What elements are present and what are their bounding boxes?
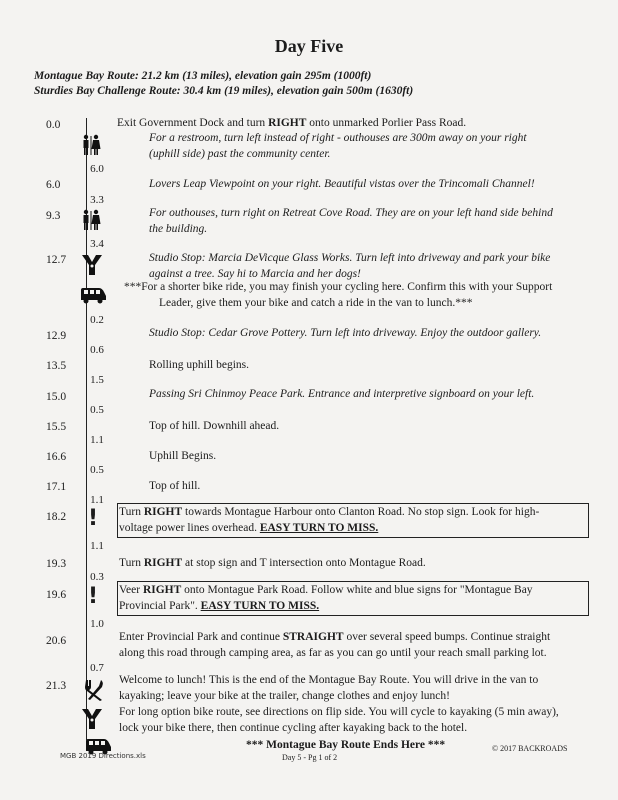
segment-distance: 0.3: [90, 571, 104, 583]
cumulative-distance: 19.3: [46, 558, 67, 570]
direction-text-part: over several speed bumps. Continue straight: [343, 631, 551, 643]
direction-text: [119, 554, 426, 572]
direction-text-part: voltage power lines overhead.: [119, 522, 260, 534]
direction-emphasis: RIGHT: [143, 557, 183, 569]
direction-text-part: Exit Government Dock and turn: [117, 117, 269, 129]
direction-text: Passing Sri Chinmoy Peace Park. Entrance and interpretive signboard on your left.: [149, 388, 535, 400]
fork-knife-icon: [82, 678, 106, 702]
cumulative-distance: 12.7: [46, 254, 67, 266]
segment-distance: 1.1: [90, 540, 104, 552]
exclamation-icon: !: [88, 584, 99, 609]
direction-text: the building.: [149, 223, 208, 235]
route-end-banner: *** Montague Bay Route Ends Here ***: [246, 739, 446, 751]
direction-text-part: onto Montague Park Road. Follow white and blue signs for "Montague Bay: [181, 584, 533, 596]
direction-text: Uphill Begins.: [149, 450, 217, 462]
direction-text: Welcome to lunch! This is the end of the Montague Bay Route. You will drive in the van to: [119, 674, 539, 686]
direction-text: Top of hill.: [149, 480, 201, 492]
restroom-icon: [80, 209, 102, 231]
direction-note: (uphill side) past the community center.: [149, 148, 331, 160]
direction-text: lock your bike there, then continue cycling after kayaking back to the hotel.: [119, 722, 468, 734]
source-filename: MGB 2019 Directions.xls: [60, 752, 146, 760]
short-ride-note: ***For a shorter bike ride, you may finish your cycling here. Confirm this with your Support: [124, 281, 553, 293]
page-number: Day 5 - Pg 1 of 2: [282, 753, 338, 762]
segment-distance: 1.5: [90, 374, 104, 386]
cumulative-distance: 0.0: [46, 119, 61, 131]
cumulative-distance: 13.5: [46, 360, 67, 372]
direction-text-part: Enter Provincial Park and continue: [119, 631, 283, 643]
direction-emphasis: RIGHT: [142, 584, 182, 596]
segment-distance: 1.0: [90, 618, 104, 630]
segment-distance: 3.4: [90, 238, 104, 250]
restroom-icon: [80, 134, 102, 156]
route-summary-montague: Montague Bay Route: 21.2 km (13 miles), elevation gain 295m (1000ft): [34, 70, 372, 82]
segment-distance: 0.7: [90, 662, 104, 674]
studio-stop-icon: [80, 253, 104, 277]
studio-stop-icon: [80, 707, 104, 731]
cumulative-distance: 15.0: [46, 391, 67, 403]
direction-emphasis: RIGHT: [268, 117, 307, 129]
cumulative-distance: 9.3: [46, 210, 61, 222]
segment-distance: 0.5: [90, 464, 104, 476]
copyright: © 2017 BACKROADS: [492, 744, 568, 753]
direction-text: Studio Stop: Cedar Grove Pottery. Turn left into driveway. Enjoy the outdoor gallery.: [149, 327, 542, 339]
direction-emphasis: RIGHT: [143, 506, 183, 518]
cumulative-distance: 18.2: [46, 511, 67, 523]
cumulative-distance: 21.3: [46, 680, 67, 692]
direction-text-part: onto unmarked Porlier Pass Road.: [306, 117, 467, 129]
direction-text-part: at stop sign and T intersection onto Montague Road.: [182, 557, 426, 569]
easy-to-miss-warning: EASY TURN TO MISS.: [259, 522, 379, 534]
direction-text: kayaking; leave your bike at the trailer, change clothes and enjoy lunch!: [119, 690, 450, 702]
page-title: Day Five: [274, 36, 344, 56]
direction-emphasis: STRAIGHT: [282, 631, 344, 643]
direction-text-part: Turn: [119, 557, 144, 569]
direction-text: [119, 597, 319, 615]
direction-text-part: Veer: [119, 584, 143, 596]
cumulative-distance: 6.0: [46, 179, 61, 191]
exclamation-icon: !: [88, 506, 99, 531]
segment-distance: 0.2: [90, 314, 104, 326]
segment-distance: 1.1: [90, 434, 104, 446]
direction-text: [119, 519, 378, 537]
direction-text: For long option bike route, see directions on flip side. You will cycle to kayaking (5 min away),: [119, 706, 559, 718]
direction-text: Lovers Leap Viewpoint on your right. Beautiful vistas over the Trincomali Channel!: [149, 178, 535, 190]
cumulative-distance: 19.6: [46, 589, 67, 601]
direction-text: Studio Stop: Marcia DeVicque Glass Works. Turn left into driveway and park your bike: [149, 252, 551, 264]
cumulative-distance: 12.9: [46, 330, 67, 342]
segment-distance: 3.3: [90, 194, 104, 206]
segment-distance: 6.0: [90, 163, 104, 175]
segment-distance: 0.6: [90, 344, 104, 356]
segment-distance: 1.1: [90, 494, 104, 506]
direction-text: along this road through camping area, as far as you can go until your reach small parking lot.: [119, 647, 547, 659]
short-ride-note: Leader, give them your bike and catch a ride in the van to lunch.***: [159, 297, 473, 309]
direction-text: For outhouses, turn right on Retreat Cove Road. They are on your left hand side behind: [149, 207, 553, 219]
easy-to-miss-warning: EASY TURN TO MISS.: [200, 600, 320, 612]
cumulative-distance: 15.5: [46, 421, 67, 433]
direction-text: Rolling uphill begins.: [149, 359, 249, 371]
cumulative-distance: 20.6: [46, 635, 67, 647]
direction-text-part: towards Montague Harbour onto Clanton Road. No stop sign. Look for high-: [182, 506, 540, 518]
route-summary-sturdies: Sturdies Bay Challenge Route: 30.4 km (19 miles), elevation gain 500m (1630ft): [34, 85, 414, 97]
cumulative-distance: 16.6: [46, 451, 67, 463]
direction-text-part: Turn: [119, 506, 144, 518]
segment-distance: 0.5: [90, 404, 104, 416]
cumulative-distance: 17.1: [46, 481, 67, 493]
direction-text: Top of hill. Downhill ahead.: [149, 420, 280, 432]
direction-text-part: Provincial Park".: [119, 600, 201, 612]
direction-note: For a restroom, turn left instead of right - outhouses are 300m away on your right: [149, 132, 527, 144]
direction-text: against a tree. Say hi to Marcia and her dogs!: [149, 268, 361, 280]
van-icon: [79, 286, 107, 304]
